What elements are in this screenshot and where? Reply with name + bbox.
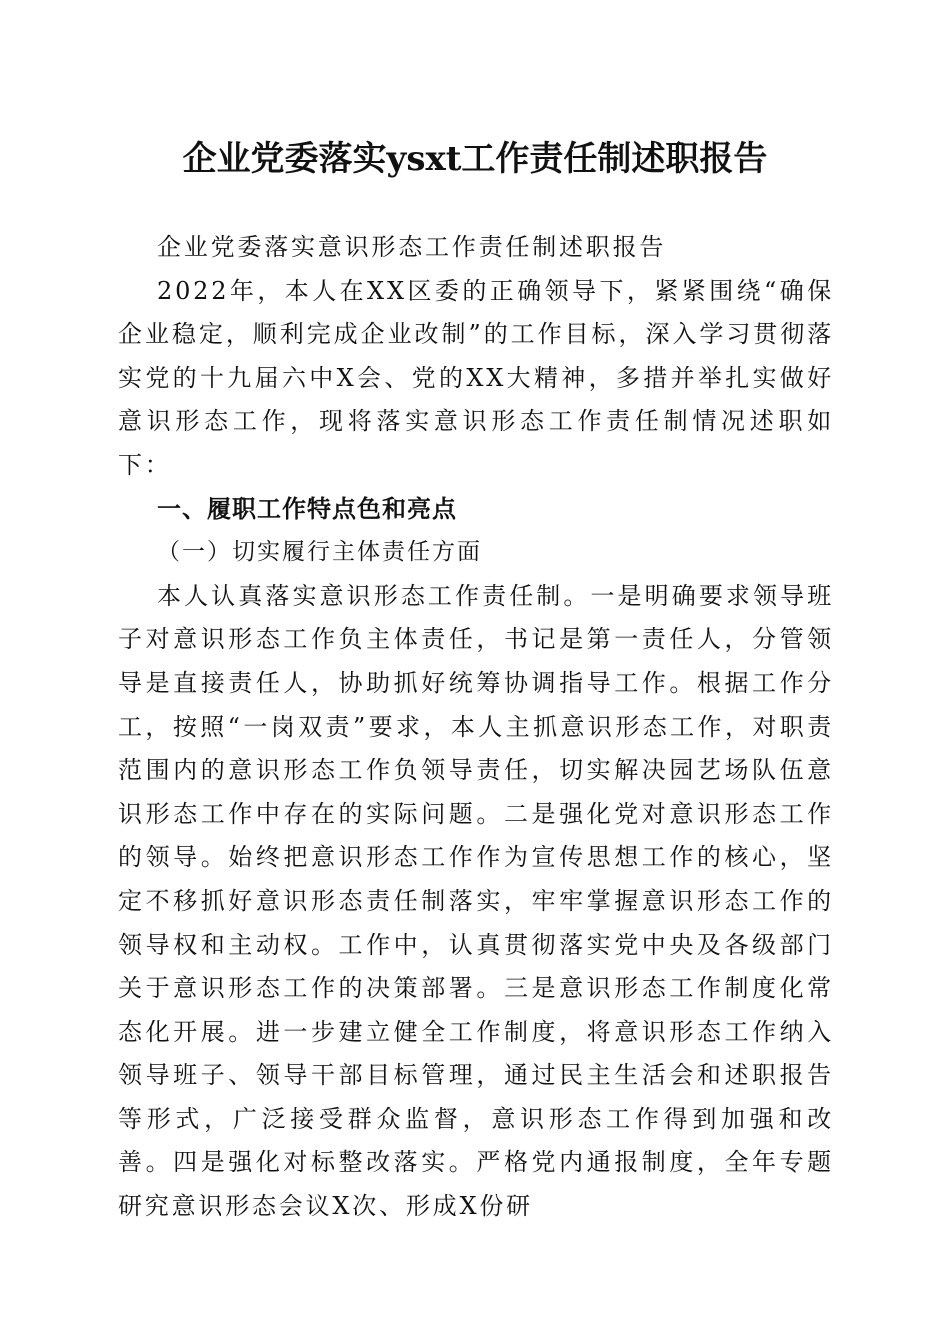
document-subtitle: 企业党委落实意识形态工作责任制述职报告 [157,233,667,261]
document-title: 企业党委落实ysxt工作责任制述职报告 [182,139,768,179]
section-heading-1: 一、履职工作特点色和亮点 [157,494,457,523]
document-body [118,226,834,1229]
body-paragraph-1: 本人认真落实意识形态工作责任制。一是明确要求领导班子对意识形态工作负主体责任，书记是第一责任人，分管领导是直接责任人，协助抓好统筹协调指导工作。根据工作分工，按照“一岗双责”要求，本人主抓意识形态工作，对职责范围内的意识形态工作负领导责任，切实解决园艺场队伍意识形态工作中存在的实际问题。二是强化党对意识形态工作的领导。始终把意识形态工作作为宣传思想工作的核心，坚定不移抓好意识形态责任制落实，牢牢掌握意识形态工作的领导权和主动权。工作中，认真贯彻落实党中央及各级部门关于意识形态工作的决策部署。三是意识形态工作制度化常态化开展。进一步建立健全工作制度，将意识形态工作纳入领导班子、领导干部目标管理，通过民主生活会和述职报告等形式，广泛接受群众监督，意识形态工作得到加强和改善。四是强化对标整改落实。严格党内通报制度，全年专题研究意识形态会议X次、形成X份研 [118,581,834,1221]
intro-paragraph: 2022年，本人在XX区委的正确领导下，紧紧围绕“确保企业稳定，顺利完成企业改制”的工作目标，深入学习贯彻落实党的十九届六中X会、党的XX大精神，多措并举扎实做好意识形态工作，现将落实意识形态工作责任制情况述职如下： [118,276,834,479]
subsection-heading-1: （一）切实履行主体责任方面 [157,539,482,566]
